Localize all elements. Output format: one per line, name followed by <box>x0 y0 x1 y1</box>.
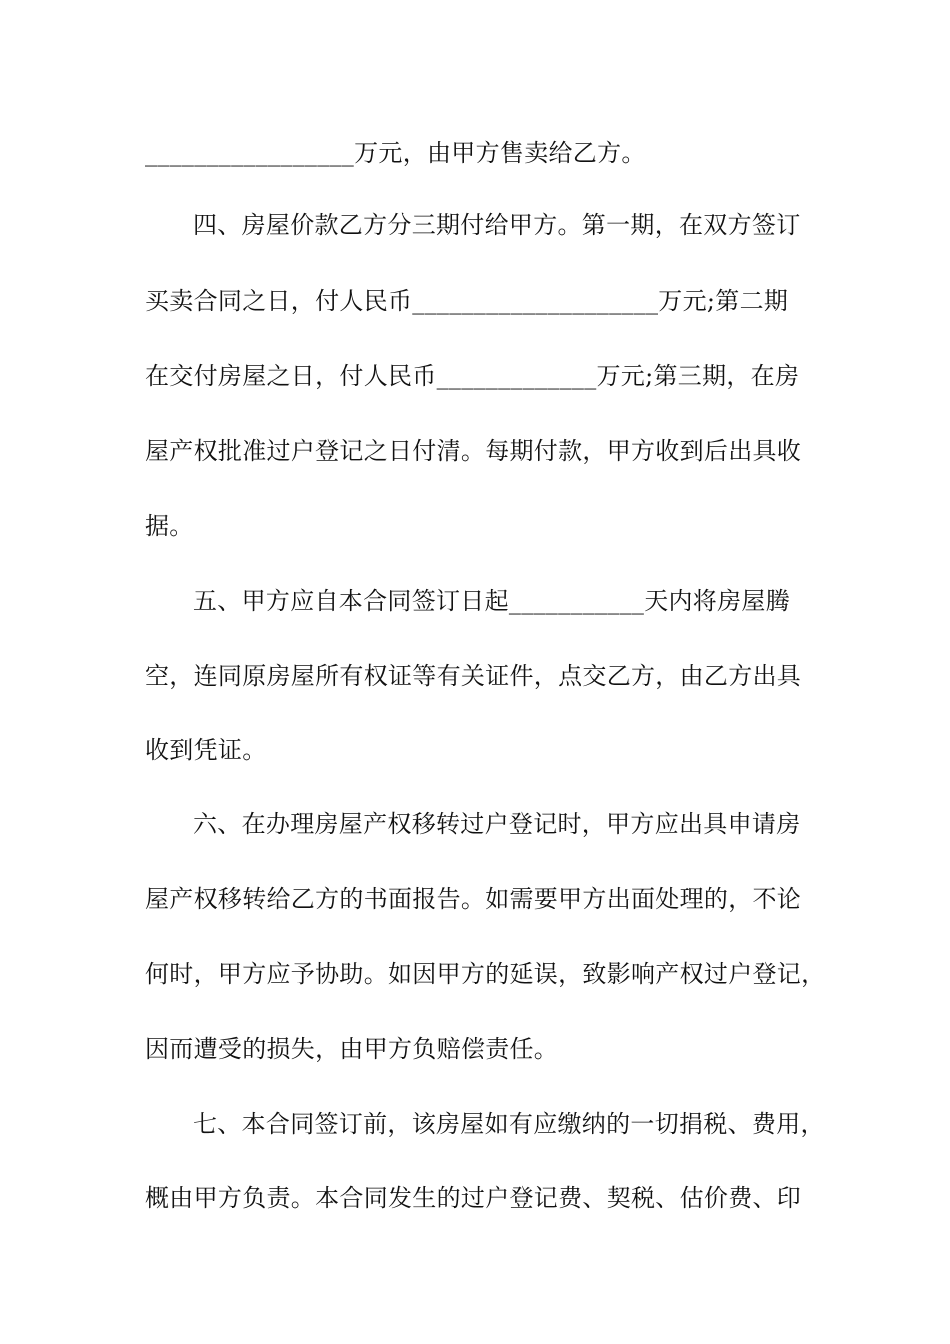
text-line-7: 五、甲方应自本合同签订日起___________天内将房屋腾 <box>193 587 790 615</box>
text-line-10: 六、在办理房屋产权移转过户登记时，甲方应出具申请房 <box>193 810 801 838</box>
text-line-13: 因而遭受的损失，由甲方负赔偿责任。 <box>145 1035 559 1063</box>
text-line-8: 空，连同原房屋所有权证等有关证件，点交乙方，由乙方出具 <box>145 662 802 690</box>
text-line-4: 在交付房屋之日，付人民币_____________万元;第三期，在房 <box>145 362 800 390</box>
text-line-6: 据。 <box>145 512 194 540</box>
text-line-9: 收到凭证。 <box>145 736 267 764</box>
text-line-1: _________________万元，由甲方售卖给乙方。 <box>145 139 646 167</box>
text-line-5: 屋产权批准过户登记之日付清。每期付款，甲方收到后出具收 <box>145 437 802 465</box>
text-line-11: 屋产权移转给乙方的书面报告。如需要甲方出面处理的，不论 <box>145 885 802 913</box>
text-line-3: 买卖合同之日，付人民币____________________万元;第二期 <box>145 287 789 315</box>
text-line-15: 概由甲方负责。本合同发生的过户登记费、契税、估价费、印 <box>145 1184 802 1212</box>
text-line-14: 七、本合同签订前，该房屋如有应缴纳的一切捐税、费用， <box>193 1110 825 1138</box>
text-line-12: 何时，甲方应予协助。如因甲方的延误，致影响产权过户登记， <box>145 960 826 988</box>
text-line-2: 四、房屋价款乙方分三期付给甲方。第一期，在双方签订 <box>193 211 801 239</box>
